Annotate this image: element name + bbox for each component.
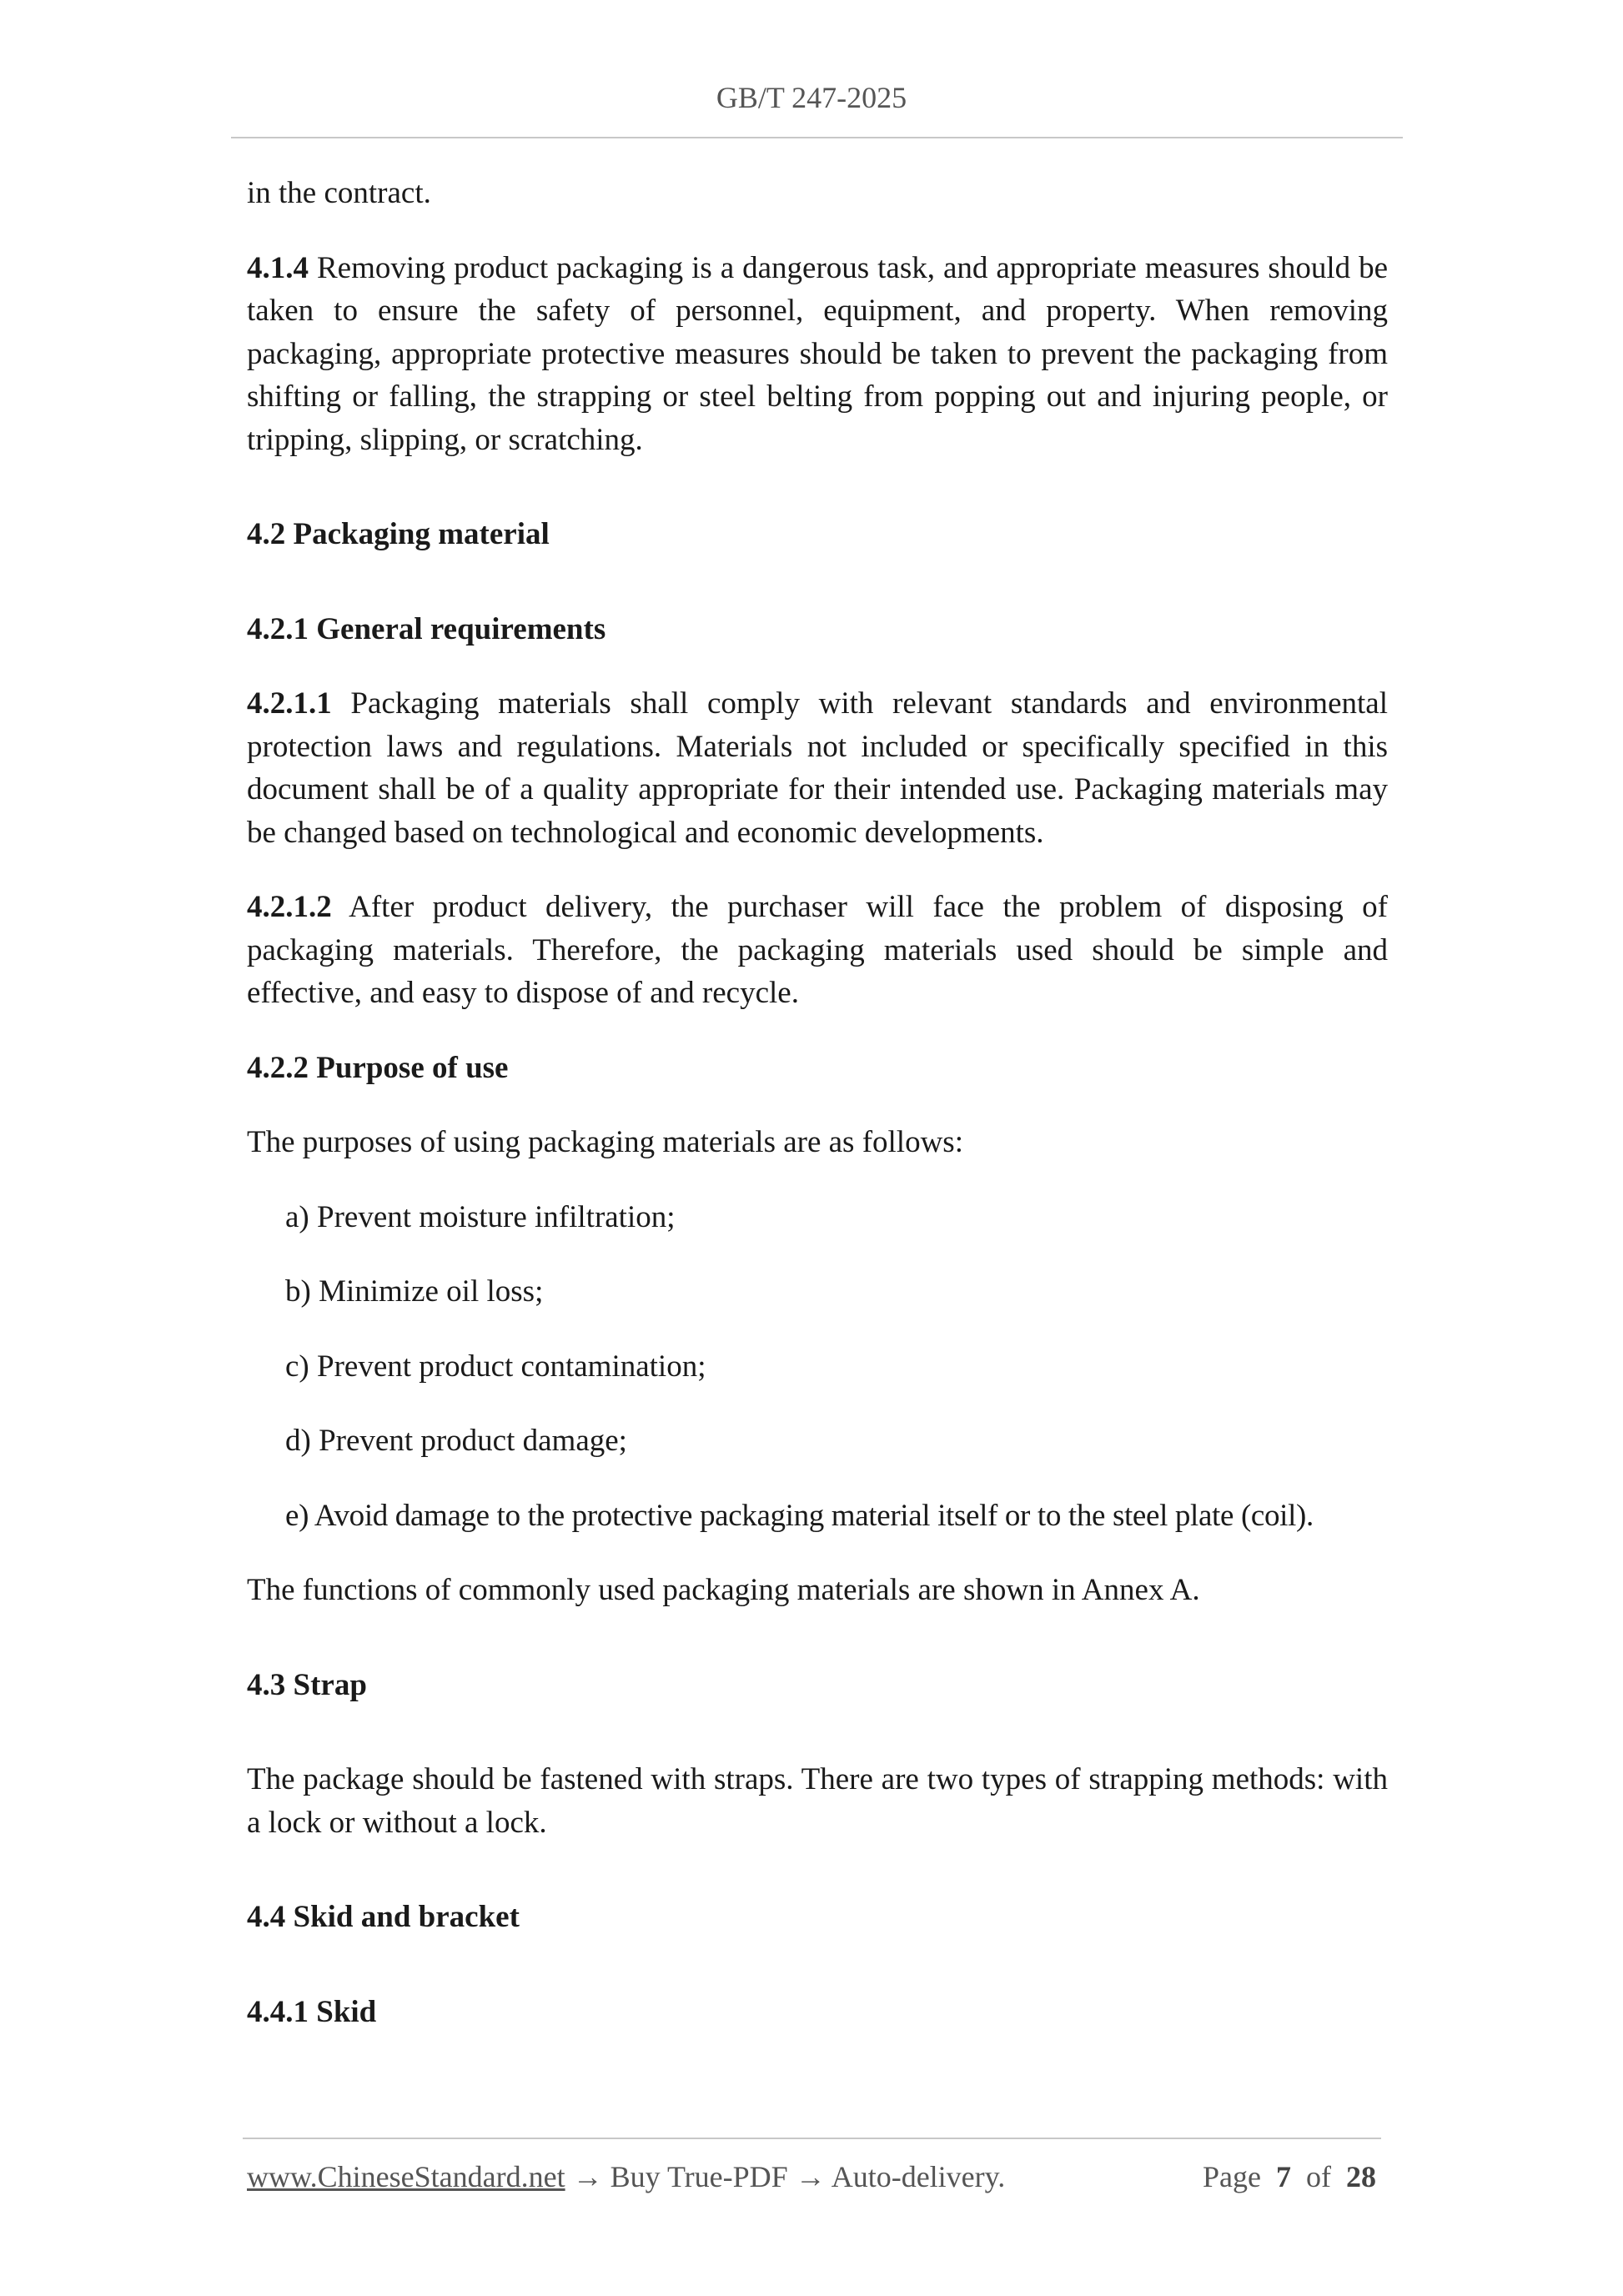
page-label: Page [1203,2160,1261,2193]
continuation-text: in the contract. [247,176,431,210]
document-body [247,172,1388,2033]
clause-4-2-1-2 [247,886,1388,1015]
list-item: c) Prevent product contamination; [285,1349,706,1384]
header-divider [231,137,1403,138]
buy-pdf-text: Buy True-PDF [610,2160,788,2193]
clause-text: Removing product packaging is a dangerous task, and appropriate measures should be taken to ensure the safety of personnel, equipment, and property. When removing packaging, appropriate protective measures should be taken to prevent the packaging from shifting or falling, the strapping or steel belting from popping out and injuring people, or tripping, slipping, or scratching. [247,250,1388,457]
auto-delivery-text: Auto-delivery. [831,2160,1006,2193]
arrow-right-icon: → [795,2160,826,2193]
clause-number: 4.1.4 [247,250,309,285]
list-item: d) Prevent product damage; [285,1424,627,1458]
section-heading-4-4: 4.4 Skid and bracket [247,1900,520,1934]
clause-4-1-4 [247,247,1388,462]
strap-text: The package should be fastened with straps. There are two types of strapping methods: with a lock or without a lock. [247,1762,1388,1840]
clause-4-2-1-1 [247,682,1388,854]
section-heading-4-2: 4.2 Packaging material [247,517,550,551]
clause-number: 4.2.1.2 [247,890,332,924]
page-of: of [1306,2160,1331,2193]
clause-text: Packaging materials shall comply with relevant standards and environmental protection laws and regulations. Materials not included or specifically specified in this document shall be of a quality appropriate for their intended use. Packaging materials may be changed based on technological and economic developments. [247,686,1388,850]
purpose-intro: The purposes of using packaging materials are as follows: [247,1125,963,1159]
section-heading-4-2-1: 4.2.1 General requirements [247,611,606,646]
page-current: 7 [1276,2160,1291,2193]
clause-number: 4.2.1.1 [247,686,332,721]
list-item: e) Avoid damage to the protective packaging material itself or to the steel plate (coil). [285,1498,1314,1533]
clause-text: After product delivery, the purchaser will face the problem of disposing of packaging materials. Therefore, the packaging materials used should be simple and effective, and easy to dispose of and recycle. [247,890,1388,1010]
website-link[interactable]: www.ChineseStandard.net [247,2160,565,2193]
section-heading-4-3: 4.3 Strap [247,1667,367,1702]
list-item: b) Minimize oil loss; [285,1274,544,1309]
arrow-right-icon: → [572,2160,603,2193]
footer-promo [247,2158,1005,2195]
annex-note: The functions of commonly used packaging materials are shown in Annex A. [247,1573,1200,1607]
page-total: 28 [1346,2160,1376,2193]
section-heading-4-2-2: 4.2.2 Purpose of use [247,1050,509,1085]
page-header-title: GB/T 247-2025 [716,81,907,114]
section-heading-4-4-1: 4.4.1 Skid [247,1994,377,2029]
list-item: a) Prevent moisture infiltration; [285,1199,676,1234]
footer-divider [243,2138,1381,2139]
page-number [1203,2158,1376,2195]
